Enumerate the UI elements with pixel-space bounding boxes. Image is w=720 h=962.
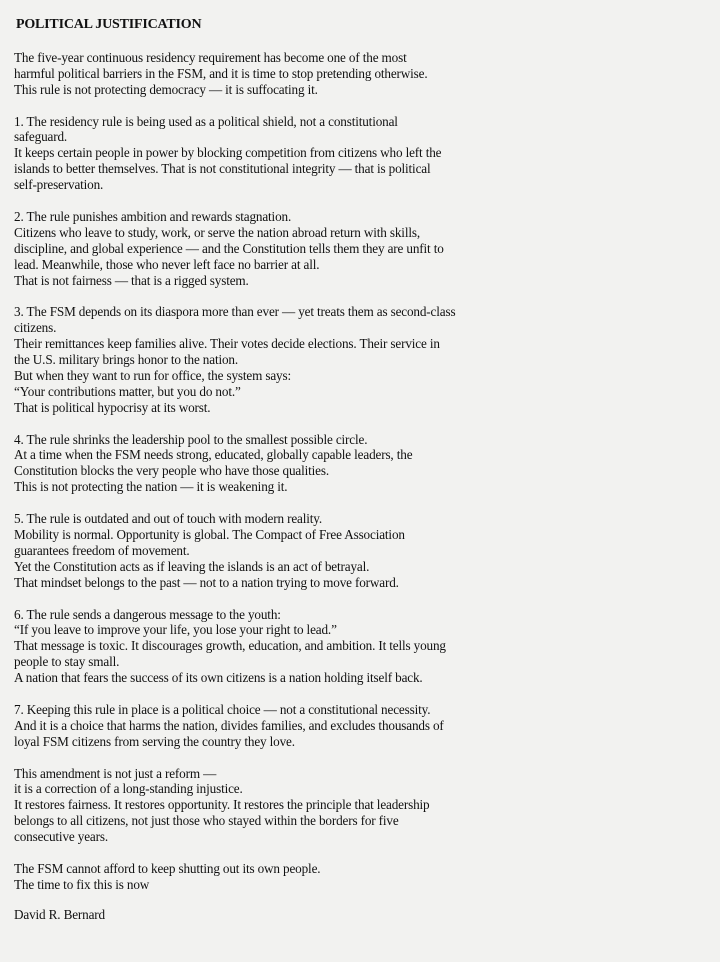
section-line: 1. The residency rule is being used as a political shield, not a constitutional [14, 113, 398, 129]
section-line: Their remittances keep families alive. Their votes decide elections. Their service in [14, 336, 440, 352]
section-line: lead. Meanwhile, those who never left face no barrier at all. [14, 256, 320, 272]
spacer [14, 591, 710, 607]
section-line: The FSM cannot afford to keep shutting out its own people. [14, 860, 321, 876]
section-line: That is not fairness — that is a rigged system. [14, 272, 249, 288]
section-line: citizens. [14, 320, 57, 336]
section-line: That is political hypocrisy at its worst. [14, 399, 211, 415]
section-paragraph [14, 511, 710, 591]
section-line: And it is a choice that harms the nation, divides families, and excludes thousands of [14, 717, 444, 733]
spacer [14, 193, 710, 209]
section-paragraph [14, 432, 710, 496]
section-line: Citizens who leave to study, work, or serve the nation abroad return with skills, [14, 224, 420, 240]
document-title: POLITICAL JUSTIFICATION [16, 17, 202, 32]
sections-container [14, 98, 710, 893]
section-paragraph [14, 607, 710, 687]
section-line: It keeps certain people in power by blocking competition from citizens who left the [14, 145, 442, 161]
section-line: 6. The rule sends a dangerous message to the youth: [14, 606, 281, 622]
intro-line: This rule is not protecting democracy — it is suffocating it. [14, 81, 318, 97]
spacer [14, 845, 710, 861]
intro-paragraph [14, 50, 710, 98]
section-line: belongs to all citizens, not just those who stayed within the borders for five [14, 813, 399, 829]
section-line: loyal FSM citizens from serving the country they love. [14, 733, 295, 749]
section-line: islands to better themselves. That is not constitutional integrity — that is political [14, 161, 431, 177]
section-line: the U.S. military brings honor to the nation. [14, 352, 239, 368]
section-line: self-preservation. [14, 177, 104, 193]
section-paragraph [14, 861, 710, 893]
section-line: 3. The FSM depends on its diaspora more than ever — yet treats them as second-class [14, 304, 456, 320]
spacer [14, 34, 710, 50]
section-line: This amendment is not just a reform — [14, 765, 217, 781]
section-paragraph [14, 702, 710, 750]
section-line: guarantees freedom of movement. [14, 542, 190, 558]
section-line: 2. The rule punishes ambition and rewards stagnation. [14, 208, 292, 224]
intro-line: The five-year continuous residency requirement has become one of the most [14, 49, 407, 65]
section-paragraph [14, 114, 710, 194]
section-line: But when they want to run for office, the system says: [14, 367, 291, 383]
section-line: 4. The rule shrinks the leadership pool to the smallest possible circle. [14, 431, 368, 447]
section-line: consecutive years. [14, 829, 108, 845]
section-paragraph [14, 304, 710, 415]
section-line: The time to fix this is now [14, 876, 150, 892]
section-line: 7. Keeping this rule in place is a political choice — not a constitutional necessity. [14, 701, 431, 717]
section-line: 5. The rule is outdated and out of touch with modern reality. [14, 511, 323, 527]
section-line: That message is toxic. It discourages growth, education, and ambition. It tells young [14, 638, 446, 654]
section-line: “If you leave to improve your life, you lose your right to lead.” [14, 622, 337, 638]
section-line: It restores fairness. It restores opportunity. It restores the principle that leadership [14, 797, 430, 813]
section-line: That mindset belongs to the past — not to a nation trying to move forward. [14, 574, 399, 590]
section-line: Mobility is normal. Opportunity is global. The Compact of Free Association [14, 527, 405, 542]
spacer [14, 686, 710, 702]
section-line: it is a correction of a long-standing injustice. [14, 781, 243, 797]
section-paragraph [14, 766, 710, 846]
spacer [14, 288, 710, 304]
section-line: A nation that fears the success of its own citizens is a nation holding itself back. [14, 670, 423, 686]
spacer [14, 416, 710, 432]
section-line: “Your contributions matter, but you do not.” [14, 383, 241, 399]
section-line: discipline, and global experience — and the Constitution tells them they are unfit to [14, 240, 444, 256]
section-line: safeguard. [14, 129, 68, 145]
signature: David R. Bernard [14, 906, 105, 922]
section-line: This is not protecting the nation — it is weakening it. [14, 479, 288, 495]
section-paragraph [14, 209, 710, 289]
spacer [14, 98, 710, 114]
section-line: Constitution blocks the very people who have those qualities. [14, 463, 329, 479]
intro-line: harmful political barriers in the FSM, and it is time to stop pretending otherwise. [14, 65, 428, 81]
section-line: people to stay small. [14, 654, 120, 670]
section-line: Yet the Constitution acts as if leaving the islands is an act of betrayal. [14, 558, 370, 574]
spacer [14, 495, 710, 511]
spacer [14, 750, 710, 766]
section-line: At a time when the FSM needs strong, educated, globally capable leaders, the [14, 447, 413, 463]
